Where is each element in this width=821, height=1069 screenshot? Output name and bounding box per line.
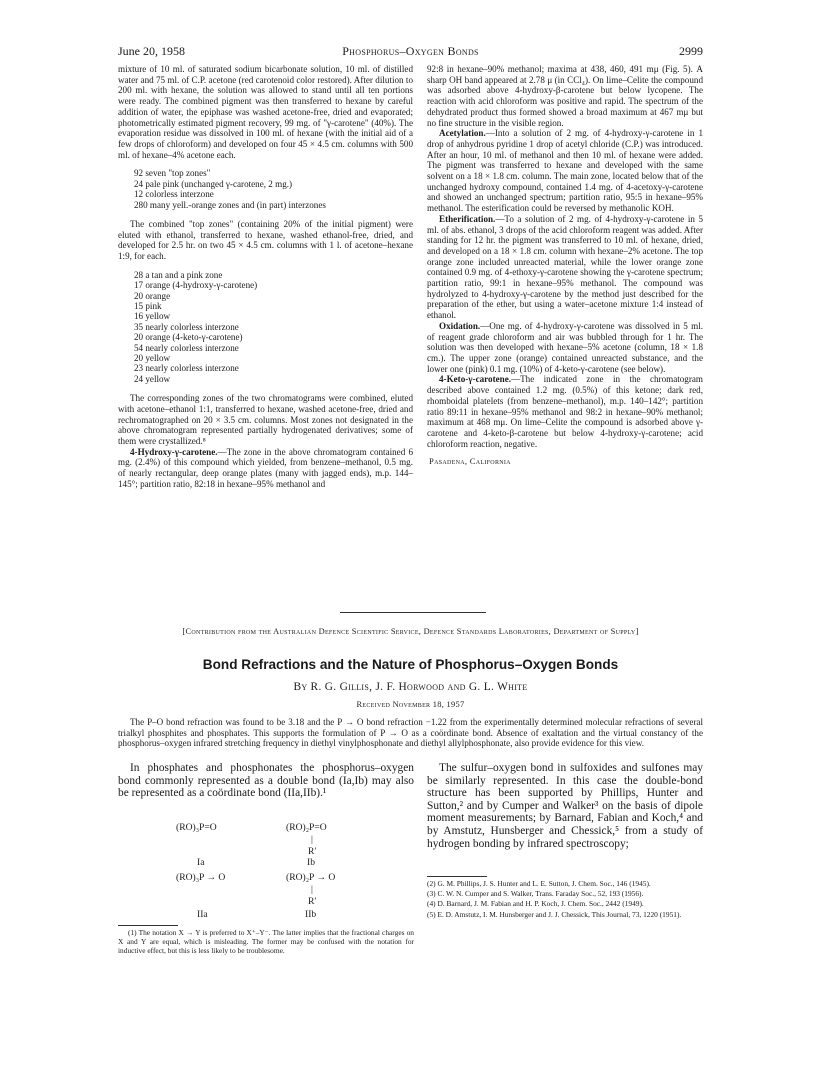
zone-item: 15 pink <box>134 300 162 311</box>
label-ib: Ib <box>307 857 315 868</box>
formula-iib-bond: | <box>311 884 313 895</box>
section-body: —The zone in the above chromatogram contained 6 mg. (2.4%) of this compound which yielded, from benzene–methanol, 0.5 mg. of nearly rectangular, deep orange plates (many with jagged ends), m.p. 144–145°; partition ratio, 82:18 in hexane–95% methanol and <box>118 446 413 489</box>
footnote-3: (3) C. W. N. Cumper and S. Walker, Trans. Faraday Soc., 52, 193 (1956). <box>427 889 644 899</box>
section-heading: Oxidation. <box>439 320 481 331</box>
section-body: —The indicated zone in the chromatogram described above contained 1.2 mg. (0.5%) of this ketone; dark red, rhomboidal platelets (from benzene–methanol), m.p. 140–142°; partition ratio 89:11 in hexane–95% methanol and 98:2 in hexane–90% methanol; maximum at 468 mμ. On lime–Celite the compound is adsorbed above γ-carotene and 4-keto-β-carotene but below 4-hydroxy-γ-carotene; acid chloroform reaction, negative. <box>427 374 703 449</box>
section-body: —One mg. of 4-hydroxy-γ-carotene was dissolved in 5 ml. of reagent grade chloroform and air was bubbled through for 1 hr. The solution was then developed with hexane–5% acetone (column, 18 × 1.8 cm.). The upper zone (orange) contained unreacted substance, and the lower one (pink) 0.1 mg. (10%) of 4-keto-γ-carotene (see below). <box>427 320 703 374</box>
left-paragraph-1: mixture of 10 ml. of saturated sodium bicarbonate solution, 10 ml. of distilled water and 75 ml. of C.P. acetone (red carotenoid color restored). After dilution to 200 ml. with hexane, the solution was allowed to stand until all ten portions were ready. The combined pigment was then transferred to hexane by careful addition of water, the epiphase was washed acetone-free, dried and evaporated; photometrically estimated pigment recovery, 99 mg. of "γ-carotene" (40%). The evaporation residue was dissolved in 100 ml. of hexane (with the initial aid of a few drops of chloroform) and developed on four 45 × 4.5 cm. columns with 500 ml. of hexane–4% acetone each. <box>118 64 413 160</box>
intro-left-column <box>118 762 414 800</box>
formula-ib-bond: | <box>311 834 313 845</box>
zone-item: 28 a tan and a pink zone <box>134 269 223 280</box>
footnote-4: (4) D. Barnard, J. M. Fabian and H. P. Koch, J. Chem. Soc., 2442 (1949). <box>427 899 644 909</box>
footnote-1: (1) The notation X → Y is preferred to X⁺–Y⁻. The latter implies that the fractional charges on X and Y are equal, which is misleading. The former may be confused with the notation for inductive effect, but this is less likely to be troublesome. <box>118 928 414 956</box>
left-column <box>118 64 413 490</box>
formula-ib-substituent: R′ <box>308 846 317 857</box>
abstract <box>118 717 703 749</box>
received-date: Received November 18, 1957 <box>356 700 465 709</box>
label-iib: IIb <box>305 909 317 920</box>
formula-iib: (RO)₂P → O <box>286 872 336 883</box>
section-heading: Acetylation. <box>439 128 486 139</box>
section-heading: 4-Keto-γ-carotene. <box>439 374 512 385</box>
zone-item: 54 nearly colorless interzone <box>134 342 239 353</box>
keto-paragraph <box>427 374 703 449</box>
section-heading: 4-Hydroxy-γ-carotene. <box>130 446 218 457</box>
zone-item: 24 yellow <box>134 373 171 384</box>
footnote-5: (5) E. D. Amstutz, I. M. Hunsberger and J. J. Chessick, This Journal, 73, 1220 (1951). <box>427 909 682 919</box>
abstract-text: The P–O bond refraction was found to be 3.18 and the P → O bond refraction −1.22 from the experimentally determined molecular refractions of several trialkyl phosphites and phosphates. This supports the formulation of P → O as a coördinate bond. Absence of exaltation and the virtual constancy of the phosphorus–oxygen infrared stretching frequency in diethyl vinylphosphonate and diethyl allylphosphonate, also provide evidence for this view. <box>118 717 703 749</box>
zone-item: 20 yellow <box>134 353 171 364</box>
left-paragraph-4 <box>118 447 413 490</box>
zone-item: 92 seven "top zones" <box>134 168 211 179</box>
oxidation-paragraph <box>427 321 703 375</box>
etherification-paragraph <box>427 214 703 321</box>
intro-paragraph-left: In phosphates and phosphonates the phosphorus–oxygen bond commonly represented as a double bond (Ia,Ib) may also be represented as a coördinate bond (IIa,IIb).¹ <box>118 762 414 800</box>
section-rule <box>340 612 486 613</box>
author-line: By R. G. Gillis, J. F. Horwood and G. L. White <box>293 681 528 693</box>
article-title: Bond Refractions and the Nature of Phosphorus–Oxygen Bonds <box>202 657 619 672</box>
zone-item: 16 yellow <box>134 311 171 322</box>
footnote-rule-right <box>427 876 487 877</box>
label-iia: IIa <box>197 909 208 920</box>
zone-list-1 <box>118 168 413 210</box>
zone-list-2 <box>118 270 413 384</box>
right-column <box>427 64 703 466</box>
footnote-2: (2) G. M. Phillips, J. S. Hunter and L. E. Sutton, J. Chem. Soc., 146 (1945). <box>427 879 651 888</box>
label-ia: Ia <box>197 857 205 868</box>
zone-item: 280 many yell.-orange zones and (in part) interzones <box>134 199 326 210</box>
zone-item: 20 orange <box>134 290 171 301</box>
running-title: Phosphorus–Oxygen Bonds <box>342 44 479 58</box>
acetylation-paragraph <box>427 128 703 214</box>
location-line: Pasadena, California <box>429 456 511 467</box>
left-paragraph-2: The combined "top zones" (containing 20% of the initial pigment) were eluted with ethanol, transferred to hexane, washed ethanol-free, dried, and developed for 2.5 hr. on two 45 × 4.5 cm. columns with 1 l. of acetone–hexane 1:9, for each. <box>118 218 413 262</box>
formula-iia: (RO)₃P → O <box>176 872 226 883</box>
running-date: June 20, 1958 <box>118 44 185 58</box>
zone-item: 20 orange (4-keto-γ-carotene) <box>134 332 243 343</box>
section-body: —Into a solution of 2 mg. of 4-hydroxy-γ-carotene in 1 drop of anhydrous pyridine 1 drop of acetyl chloride (C.P.) was introduced. After an hour, 10 ml. of methanol and then 10 ml. of hexane were added. The pigment was transferred to hexane and developed with the same solvent on a 18 × 1.8 cm. column. The main zone, located below that of the unchanged hydroxy compound, contained 1.4 mg. of 4-acetoxy-γ-carotene and showed an unchanged spectrum; partition ratio, 95:5 in hexane–95% methanol. The esterification could be reversed by methanolic KOH. <box>427 128 703 214</box>
right-paragraph-1: 92:8 in hexane–90% methanol; maxima at 438, 460, 491 mμ (Fig. 5). A sharp OH band appeared at 2.78 μ (in CCl₄). On lime–Celite the compound was adsorbed above 4-hydroxy-β-carotene but below lycopene. The reaction with acid chloroform was positive and rapid. The spectrum of the dehydrated product thus formed showed a broad maximum at 467 mμ but no fine structure in the visible region. <box>427 64 703 128</box>
formula-ib: (RO)₂P=O <box>286 822 327 833</box>
footnotes-right <box>427 879 703 919</box>
formula-iib-substituent: R′ <box>308 896 317 907</box>
left-paragraph-3: The corresponding zones of the two chromatograms were combined, eluted with acetone–ethanol 1:1, transferred to hexane, washed acetone-free, dried and rechromatographed on 20 × 3.5 cm. columns. Most zones not designated in the above chromatogram represented partially hydrogenated derivatives; some of them were crystallized.⁸ <box>118 393 413 447</box>
intro-paragraph-right: The sulfur–oxygen bond in sulfoxides and sulfones may be similarly represented. In this case the double-bond structure has been supported by Phillips, Hunter and Sutton,² and by Cumper and Walker³ on the basis of dipole moment measurements; by Barnard, Fabian and Koch,⁴ and by Amstutz, Hunsberger and Chessick,⁵ from a study of hydrogen bonding by infrared spectroscopy; <box>427 762 703 850</box>
zone-item: 23 nearly colorless interzone <box>134 363 239 374</box>
section-body: —To a solution of 2 mg. of 4-hydroxy-γ-carotene in 5 ml. of abs. ethanol, 3 drops of the acid chloroform reagent was added. After standing for 12 hr. the pigment was transferred to 10 ml. of hexane, dried, and developed on a 18 × 1.8 cm. column with hexane–2% acetone. The top orange zone included unreacted material, while the lower orange zone contained 0.9 mg. of 4-ethoxy-γ-carotene showing the γ-carotene spectrum; partition ratio, 99:1 in hexane–95% methanol. The compound was hydrolyzed to 4-hydroxy-γ-carotene by the method just described for the preparation of the ether, but using a water–acetone mixture 1:4 instead of ethanol. <box>427 213 703 321</box>
zone-item: 35 nearly colorless interzone <box>134 321 239 332</box>
contribution-note: [Contribution from the Australian Defence Scientific Service, Defence Standards Laboratories, Department of Supply] <box>182 627 639 636</box>
section-heading: Etherification. <box>439 213 496 224</box>
footnote-rule-left <box>118 925 178 926</box>
zone-item: 17 orange (4-hydroxy-γ-carotene) <box>134 280 258 291</box>
intro-right-column <box>427 762 703 850</box>
footnote-left <box>118 928 414 956</box>
formula-ia: (RO)₃P=O <box>176 822 217 833</box>
page-number: 2999 <box>679 44 703 58</box>
zone-item: 24 pale pink (unchanged γ-carotene, 2 mg.) <box>134 178 293 189</box>
zone-item: 12 colorless interzone <box>134 189 214 200</box>
